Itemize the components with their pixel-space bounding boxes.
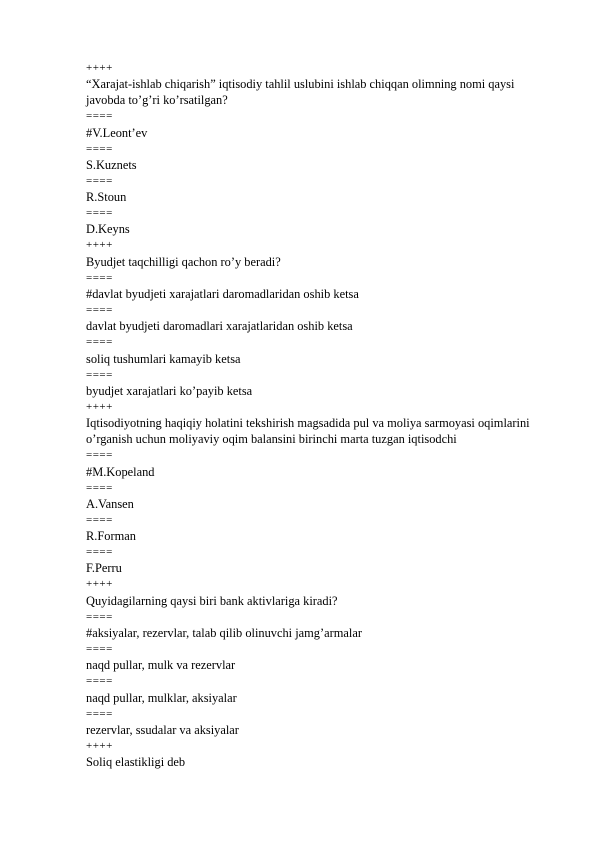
question-text: Quyidagilarning qaysi biri bank aktivlariga kiradi?	[86, 593, 338, 608]
question-separator: ++++	[86, 62, 113, 74]
answer-separator: ====	[86, 207, 113, 220]
answer-option: #aksiyalar, rezervlar, talab qilib olinuvchi jamg’armalar	[86, 626, 362, 641]
answer-separator: ====	[86, 513, 113, 526]
question-separator: ++++	[86, 739, 113, 752]
answer-option: F.Perru	[86, 561, 122, 576]
answer-option: soliq tushumlari kamayib ketsa	[86, 351, 241, 366]
answer-option: naqd pullar, mulklar, aksiyalar	[86, 690, 237, 705]
question-separator: ++++	[86, 239, 113, 252]
document-page	[86, 60, 556, 770]
question-text: “Xarajat-ishlab chiqarish” iqtisodiy tahlil uslubini ishlab chiqqan olimning nomi qaysi javobda to’g’ri ko’rsatilgan?	[86, 77, 515, 108]
answer-separator: ====	[86, 707, 113, 720]
answer-option: davlat byudjeti daromadlari xarajatlaridan oshib ketsa	[86, 319, 353, 334]
question-text: Soliq elastikligi deb	[86, 755, 186, 770]
question-separator: ++++	[86, 400, 113, 413]
answer-option: rezervlar, ssudalar va aksiyalar	[86, 722, 239, 737]
answer-separator: ====	[86, 110, 113, 123]
answer-separator: ====	[86, 449, 113, 462]
answer-separator: ====	[86, 368, 113, 381]
answer-separator: ====	[86, 271, 113, 284]
question-text: Iqtisodiyotning haqiqiy holatini tekshirish magsadida pul va moliya sarmoyasi oqimlarini o’rganish uchun moliyaviy oqim balansini birinchi marta tuzgan iqtisodchi	[86, 416, 530, 447]
answer-option: #V.Leont’ev	[86, 125, 148, 140]
answer-separator: ====	[86, 675, 113, 688]
answer-option: S.Kuznets	[86, 157, 137, 172]
answer-option: R.Stoun	[86, 190, 127, 205]
answer-option: byudjet xarajatlari ko’payib ketsa	[86, 383, 253, 398]
answer-separator: ====	[86, 643, 113, 656]
answer-option: naqd pullar, mulk va rezervlar	[86, 658, 236, 673]
answer-separator: ====	[86, 336, 113, 349]
question-separator: ++++	[86, 578, 113, 591]
answer-separator: ====	[86, 142, 113, 155]
answer-option: #davlat byudjeti xarajatlari daromadlaridan oshib ketsa	[86, 287, 359, 302]
question-text: Byudjet taqchilligi qachon ro’y beradi?	[86, 254, 281, 269]
answer-separator: ====	[86, 481, 113, 494]
answer-separator: ====	[86, 304, 113, 317]
answer-separator: ====	[86, 174, 113, 187]
answer-separator: ====	[86, 610, 113, 623]
answer-option: D.Keyns	[86, 222, 130, 237]
answer-option: R.Forman	[86, 529, 136, 544]
answer-option: #M.Kopeland	[86, 464, 155, 479]
answer-option: A.Vansen	[86, 496, 134, 511]
answer-separator: ====	[86, 546, 113, 559]
